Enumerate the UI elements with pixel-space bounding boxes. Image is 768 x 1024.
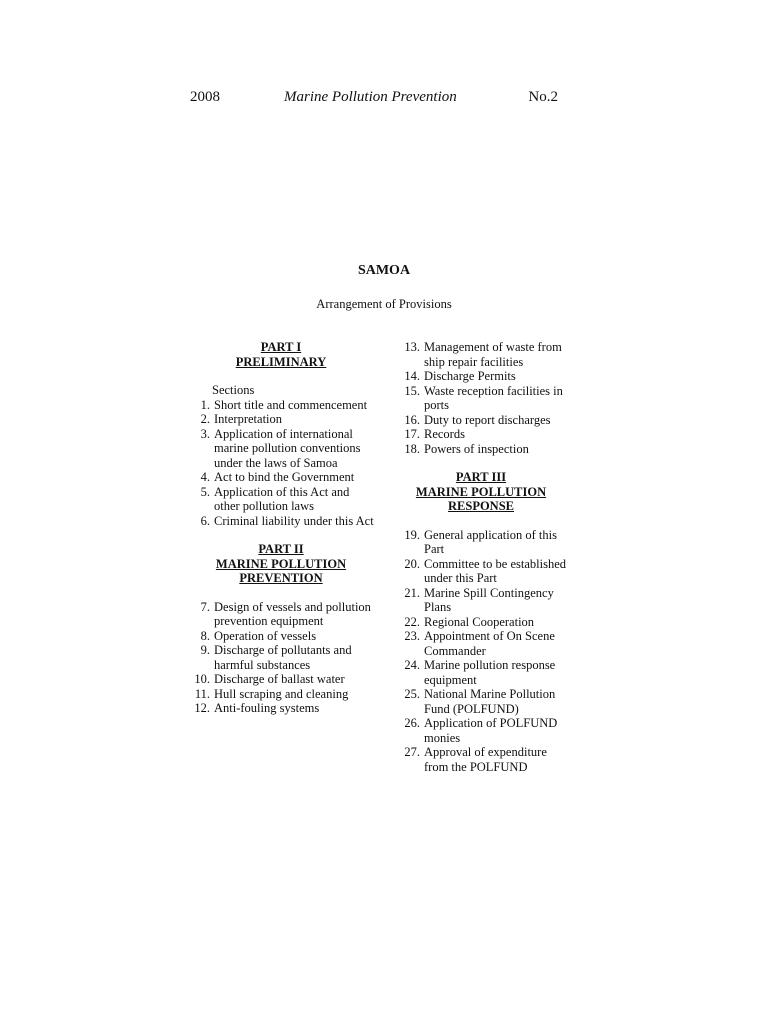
item-number: 26. (404, 716, 420, 730)
item-text: Design of vessels and pollution prevention equipment (214, 599, 371, 628)
item-text: Committee to be established under this Part (424, 556, 566, 585)
part-number: PART III (455, 470, 507, 484)
list-item (186, 643, 376, 672)
item-text: Application of POLFUND monies (424, 716, 558, 745)
item-number: 10. (194, 672, 210, 686)
item-number: 9. (200, 643, 210, 657)
list-item (396, 427, 566, 442)
item-text: National Marine Pollution Fund (POLFUND) (424, 687, 556, 716)
list-item (396, 745, 566, 774)
list-item (186, 485, 376, 514)
part-number: PART I (260, 340, 302, 354)
item-number: 15. (404, 383, 420, 398)
part-name-line-2: PREVENTION (239, 571, 323, 585)
item-text: Marine pollution response equipment (424, 658, 556, 687)
item-text: Discharge of pollutants and harmful substances (214, 643, 352, 672)
item-number: 4. (200, 470, 210, 484)
item-number: 20. (404, 556, 420, 571)
part-2-heading (186, 542, 376, 586)
list-item (396, 442, 566, 457)
item-text: Records (424, 427, 465, 441)
item-text: Management of waste from ship repair facilities (424, 340, 562, 369)
list-item (186, 629, 376, 644)
item-text: Operation of vessels (214, 628, 317, 643)
item-text: Duty to report discharges (424, 412, 551, 427)
item-number: 7. (200, 599, 210, 614)
item-number: 1. (200, 397, 210, 412)
list-item (186, 427, 376, 471)
list-item (396, 615, 566, 630)
country-heading: SAMOA (357, 263, 411, 278)
part-name-line-2: RESPONSE (448, 499, 514, 513)
item-number: 16. (404, 412, 420, 427)
item-text: Application of international marine pollution conventions under the laws of Samoa (214, 426, 361, 470)
item-text: Criminal liability under this Act (214, 513, 374, 528)
item-number: 2. (200, 412, 210, 426)
list-item (396, 658, 566, 687)
item-text: Interpretation (214, 412, 283, 426)
list-item (186, 687, 376, 702)
part-3-heading (396, 470, 566, 514)
item-text: Application of this Act and other pollution laws (214, 484, 350, 513)
item-text: Discharge of ballast water (214, 672, 345, 686)
item-number: 5. (200, 484, 210, 499)
list-item (396, 716, 566, 745)
item-number: 13. (404, 340, 420, 354)
item-number: 12. (194, 701, 210, 715)
sections-label: Sections (212, 383, 255, 397)
item-number: 22. (404, 614, 420, 629)
list-item (396, 687, 566, 716)
item-number: 27. (404, 745, 420, 759)
item-number: 6. (200, 513, 210, 528)
item-text: Approval of expenditure from the POLFUND (424, 745, 547, 774)
item-number: 11. (194, 686, 210, 701)
item-text: Powers of inspection (424, 441, 529, 456)
list-item (186, 600, 376, 629)
header-title: Marine Pollution Prevention (284, 89, 457, 105)
part-name-line-1: MARINE POLLUTION (215, 556, 347, 571)
item-text: Anti-fouling systems (214, 701, 320, 715)
list-item (396, 413, 566, 428)
part-name-line-1: MARINE POLLUTION (415, 484, 547, 499)
list-item (186, 398, 376, 413)
item-number: 23. (404, 629, 420, 643)
part-name: PRELIMINARY (235, 354, 327, 369)
item-text: General application of this Part (424, 527, 557, 556)
item-text: Act to bind the Government (214, 470, 355, 484)
list-item (396, 557, 566, 586)
part-1-heading (186, 340, 376, 369)
left-column (186, 340, 376, 716)
item-text: Regional Cooperation (424, 614, 535, 629)
list-item (396, 369, 566, 384)
header-year: 2008 (190, 89, 220, 105)
item-number: 25. (404, 687, 420, 701)
part-number: PART II (258, 542, 304, 556)
list-item (186, 412, 376, 427)
item-number: 21. (404, 585, 420, 600)
list-item (396, 629, 566, 658)
list-item (186, 672, 376, 687)
page-header (190, 89, 558, 109)
list-item (186, 470, 376, 485)
item-number: 17. (404, 427, 420, 441)
item-number: 14. (404, 369, 420, 383)
item-text: Waste reception facilities in ports (424, 383, 563, 412)
list-item (396, 340, 566, 369)
item-text: Hull scraping and cleaning (214, 686, 349, 701)
item-number: 3. (200, 426, 210, 441)
list-item (396, 384, 566, 413)
list-item (396, 528, 566, 557)
list-item (396, 586, 566, 615)
list-item (186, 701, 376, 716)
document-subtitle: Arrangement of Provisions (316, 297, 452, 311)
item-text: Marine Spill Contingency Plans (424, 585, 554, 614)
item-number: 18. (404, 441, 420, 456)
right-column (396, 340, 566, 774)
item-text: Short title and commencement (214, 397, 368, 412)
item-number: 24. (404, 658, 420, 672)
list-item (186, 514, 376, 529)
item-text: Discharge Permits (424, 369, 516, 383)
item-number: 19. (404, 527, 420, 542)
item-number: 8. (200, 628, 210, 643)
item-text: Appointment of On Scene Commander (424, 629, 555, 658)
header-number: No.2 (528, 89, 558, 105)
